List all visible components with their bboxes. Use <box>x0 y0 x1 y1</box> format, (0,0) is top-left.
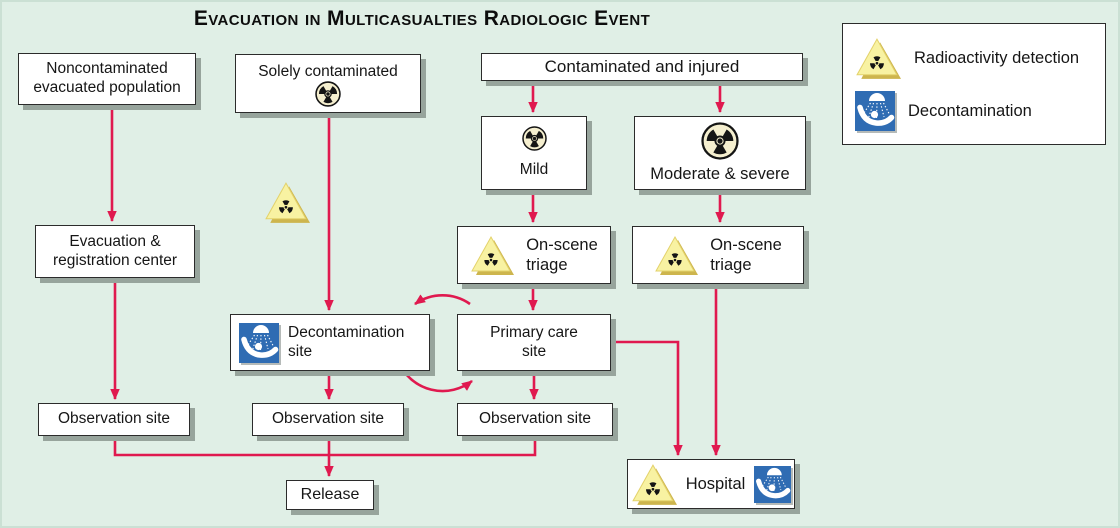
node-label: site <box>521 342 547 360</box>
node-label: evacuated population <box>33 79 181 96</box>
node-label: Observation site <box>58 410 170 428</box>
node-hospital <box>627 459 795 509</box>
node-label: Moderate & severe <box>650 165 790 184</box>
node-solely-contaminated <box>235 54 421 113</box>
node-label: Release <box>300 486 360 504</box>
radioactivity-detection-icon <box>654 235 698 275</box>
radiation-trefoil-icon <box>315 81 341 107</box>
decontamination-icon <box>855 91 895 131</box>
node-label: On-scene triage <box>710 235 782 274</box>
radioactivity-detection-icon <box>855 37 901 79</box>
legend-item-decontamination <box>855 91 1105 131</box>
node-observation-site-right <box>457 403 613 436</box>
node-release <box>286 480 374 510</box>
node-label: registration center <box>52 251 178 269</box>
radiation-trefoil-icon <box>522 126 547 151</box>
node-observation-site-left <box>38 403 190 436</box>
node-label: Solely contaminated <box>258 62 398 80</box>
node-label: On-scene triage <box>526 235 598 274</box>
node-primary-care-site <box>457 314 611 371</box>
node-label: Observation site <box>272 410 384 428</box>
radioactivity-detection-icon <box>470 235 514 275</box>
node-label: Hospital <box>685 474 746 493</box>
node-mild <box>481 116 587 190</box>
legend <box>842 23 1106 145</box>
node-label: Noncontaminated <box>46 60 168 78</box>
node-on-scene-triage-right <box>632 226 804 284</box>
node-label: Evacuation & <box>69 232 161 250</box>
radioactivity-detection-icon <box>631 463 677 505</box>
node-observation-site-middle <box>252 403 404 436</box>
node-decontamination-site <box>230 314 430 371</box>
legend-label: Decontamination <box>908 101 1032 120</box>
legend-item-radioactivity-detection <box>855 37 1105 79</box>
node-label: Mild <box>519 160 549 178</box>
node-label: Primary care <box>490 323 578 341</box>
legend-label: Radioactivity detection <box>914 49 1080 68</box>
node-label: Observation site <box>479 410 591 428</box>
node-moderate-severe <box>634 116 806 190</box>
node-contaminated-and-injured <box>481 53 803 81</box>
node-on-scene-triage-left <box>457 226 611 284</box>
node-evacuation-registration-center <box>35 225 195 278</box>
decontamination-icon <box>239 323 279 363</box>
radioactivity-detection-icon <box>264 181 310 223</box>
node-label: Contaminated and injured <box>544 56 740 76</box>
diagram-title: Evacuation in Multicasualties Radiologic Event <box>193 7 651 30</box>
node-noncontaminated-population <box>18 53 196 105</box>
decontamination-icon <box>754 466 791 503</box>
radiation-trefoil-icon <box>701 122 739 160</box>
node-label: Decontamination site <box>288 323 405 360</box>
